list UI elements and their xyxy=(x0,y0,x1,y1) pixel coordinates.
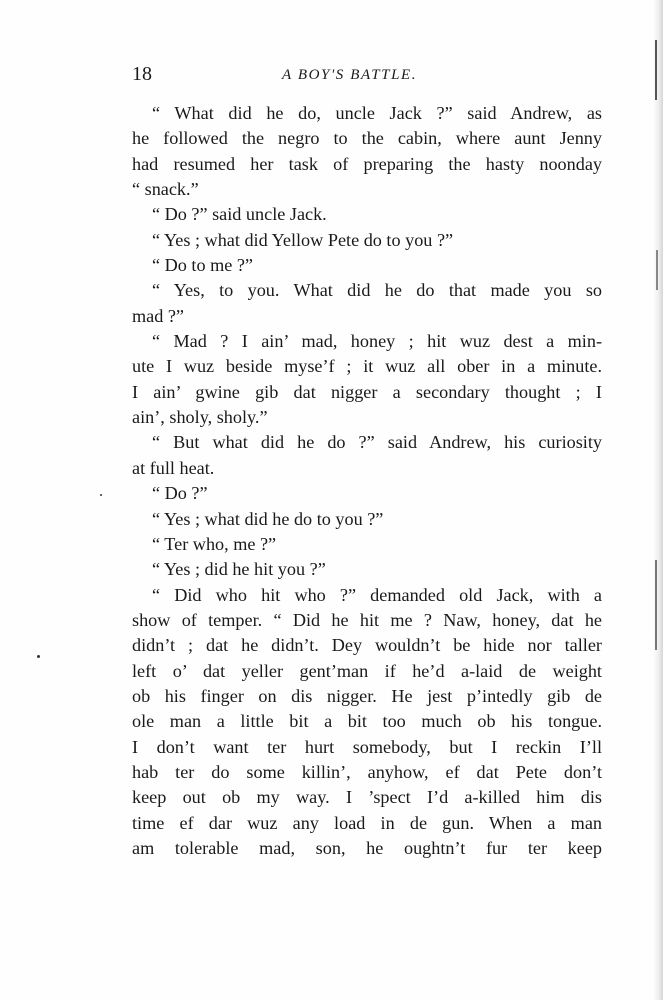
text-line: “ Do ?” xyxy=(152,483,208,504)
page-header xyxy=(132,62,602,88)
text-line: hab ter do some killin’, anyhow, ef dat Pete don’t xyxy=(132,761,602,782)
text-line: ole man a little bit a bit too much ob his tongue. xyxy=(132,711,602,732)
text-line: left o’ dat yeller gent’man if he’d a-laid de weight xyxy=(132,660,602,681)
text-line: I don’t want ter hurt somebody, but I reckin I’ll xyxy=(132,736,602,757)
text-line: “ Did who hit who ?” demanded old Jack, with a xyxy=(152,584,602,605)
page-number: 18 xyxy=(132,63,152,85)
print-speck xyxy=(37,655,40,658)
text-line: ain’, sholy, sholy.” xyxy=(132,407,268,428)
text-line: ob his finger on dis nigger. He jest p’intedly gib de xyxy=(132,685,602,706)
text-line: “ Yes ; what did he do to you ?” xyxy=(152,508,384,529)
page-edge-mark xyxy=(655,560,657,650)
text-line: “ Yes ; what did Yellow Pete do to you ?” xyxy=(152,229,454,250)
text-line: didn’t ; dat he didn’t. Dey wouldn’t be hide nor taller xyxy=(132,635,602,656)
body-text xyxy=(132,101,602,861)
text-line: I ain’ gwine gib dat nigger a secondary thought ; I xyxy=(132,381,602,402)
text-line: am tolerable mad, son, he oughtn’t fur ter keep xyxy=(132,837,602,858)
page-edge-mark xyxy=(656,250,658,290)
text-line: time ef dar wuz any load in de gun. When a man xyxy=(132,812,602,833)
text-line: keep out ob my way. I ’spect I’d a-killed him dis xyxy=(132,787,602,808)
text-line: “ snack.” xyxy=(132,179,199,200)
text-line: ute I wuz beside myse’f ; it wuz all ober in a minute. xyxy=(132,356,602,377)
text-line: “ But what did he do ?” said Andrew, his curiosity xyxy=(152,432,602,453)
text-line: at full heat. xyxy=(132,457,215,478)
page-edge-shadow xyxy=(653,0,663,1000)
text-line: “ Mad ? I ain’ mad, honey ; hit wuz dest a min- xyxy=(152,331,602,352)
text-line: “ Do ?” said uncle Jack. xyxy=(152,204,327,225)
running-title: A BOY'S BATTLE. xyxy=(282,67,418,83)
text-line: “ Yes ; did he hit you ?” xyxy=(152,559,326,580)
text-line: he followed the negro to the cabin, where aunt Jenny xyxy=(132,128,602,149)
text-line: had resumed her task of preparing the hasty noonday xyxy=(132,153,602,174)
text-line: “ Do to me ?” xyxy=(152,255,253,276)
text-line: show of temper. “ Did he hit me ? Naw, honey, dat he xyxy=(132,609,602,630)
page-edge-mark xyxy=(655,40,657,100)
text-line: “ What did he do, uncle Jack ?” said Andrew, as xyxy=(152,103,602,123)
text-line: “ Ter who, me ?” xyxy=(152,533,277,554)
print-speck xyxy=(100,494,102,496)
text-line: mad ?” xyxy=(132,305,185,326)
text-line: “ Yes, to you. What did he do that made you so xyxy=(152,280,602,301)
